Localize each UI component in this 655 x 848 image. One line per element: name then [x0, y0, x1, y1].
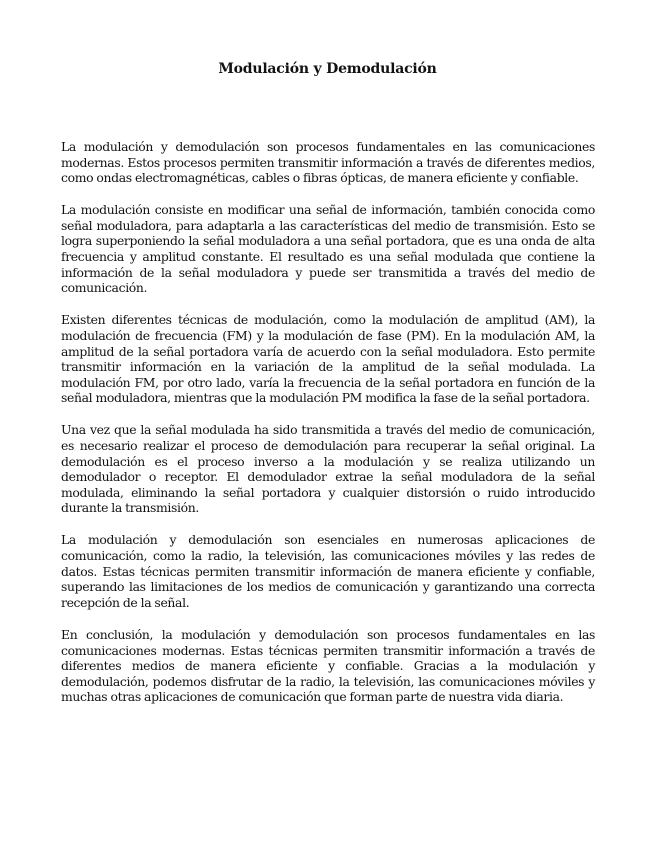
paragraph-conclusion: En conclusión, la modulación y demodulación son procesos fundamentales en las comunicaciones modernas. Estas técnicas permiten transmitir información a través de diferentes medios de manera eficiente y confiable. Gracias a la modulación y demodulación, podemos disfrutar de la radio, la televisión, las comunicaciones móviles y muchas otras aplicaciones de comunicación que forman parte de nuestra vida diaria. [61, 626, 595, 705]
document-body [61, 139, 595, 721]
paragraph-introduction: La modulación y demodulación son procesos fundamentales en las comunicaciones modernas. Estos procesos permiten transmitir información a través de diferentes medios, como ondas electromagnéticas, cables o fibras ópticas, de manera eficiente y confiable. [61, 139, 595, 186]
document-title: Modulación y Demodulación [218, 61, 437, 77]
paragraph-demodulation: Una vez que la señal modulada ha sido transmitida a través del medio de comunicación, es necesario realizar el proceso de demodulación para recuperar la señal original. La demodulación es el proceso inverso a la modulación y se realiza utilizando un demodulador o receptor. El demodulador extrae la señal moduladora de la señal modulada, eliminando la señal portadora y cualquier distorsión o ruido introducido durante la transmisión. [61, 422, 595, 516]
paragraph-applications: La modulación y demodulación son esenciales en numerosas aplicaciones de comunicación, como la radio, la televisión, las comunicaciones móviles y las redes de datos. Estas técnicas permiten transmitir información de manera eficiente y confiable, superando las limitaciones de los medios de comunicación y garantizando una correcta recepción de la señal. [61, 532, 595, 610]
paragraph-modulation-techniques: Existen diferentes técnicas de modulación, como la modulación de amplitud (AM), la modulación de frecuencia (FM) y la modulación de fase (PM). En la modulación AM, la amplitud de la señal portadora varía de acuerdo con la señal moduladora. Esto permite transmitir información en la variación de la amplitud de la señal modulada. La modulación FM, por otro lado, varía la frecuencia de la señal portadora en función de la señal moduladora, mientras que la modulación PM modifica la fase de la señal portadora. [61, 312, 595, 406]
paragraph-modulation-definition: La modulación consiste en modificar una señal de información, también conocida como señal moduladora, para adaptarla a las características del medio de transmisión. Esto se logra superponiendo la señal moduladora a una señal portadora, que es una onda de alta frecuencia y amplitud constante. El resultado es una señal modulada que contiene la información de la señal moduladora y puede ser transmitida a través del medio de comunicación. [61, 202, 595, 296]
